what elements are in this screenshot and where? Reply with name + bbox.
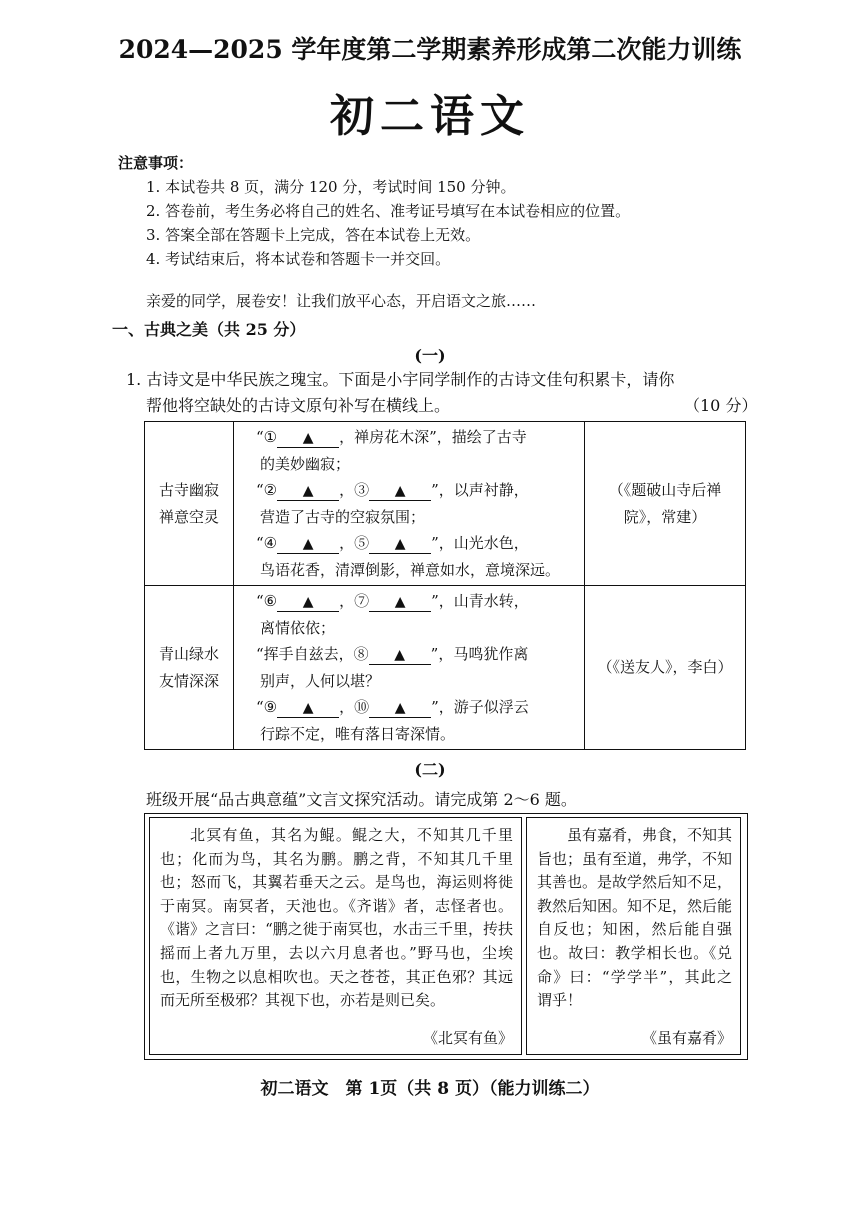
part-label: (一) xyxy=(414,346,446,365)
text-title: 《北冥有鱼》 xyxy=(422,1029,513,1047)
poetry-card-table xyxy=(144,421,746,750)
question-1-line1: 1. 古诗文是中华民族之瑰宝。下面是小宇同学制作的古诗文佳句积累卡，请你 xyxy=(126,370,675,389)
answer-blank: ▲ xyxy=(369,699,431,718)
table-row xyxy=(145,422,746,586)
note-item: 4. 考试结束后，将本试卷和答题卡一并交回。 xyxy=(146,250,451,268)
source-cell: （《送友人》，李白） xyxy=(585,586,746,750)
answer-blank: ▲ xyxy=(369,593,431,612)
notes-heading: 注意事项： xyxy=(118,154,194,172)
question-1-line2: 帮他将空缺处的古诗文原句补写在横线上。 xyxy=(146,396,451,415)
verse-cell: “⑥ ▲ ，⑦ ▲ ”，山青水转， 离情依依； “挥手自兹去，⑧ ▲ ”，马鸣犹作离 别声，人何以堪？ “⑨ ▲ ，⑩ ▲ ”，游子似浮云 行踪不定，唯有落日寄深情。 xyxy=(234,586,585,750)
classical-texts-box xyxy=(144,813,748,1060)
greeting: 亲爱的同学，展卷安！让我们放平心态，开启语文之旅…… xyxy=(146,292,537,310)
answer-blank: ▲ xyxy=(369,535,431,554)
note-item: 1. 本试卷共 8 页，满分 120 分，考试时间 150 分钟。 xyxy=(146,178,516,196)
answer-blank: ▲ xyxy=(369,482,431,501)
question-2-intro: 班级开展“品古典意蕴”文言文探究活动。请完成第 2～6 题。 xyxy=(146,790,577,809)
theme-cell: 古寺幽寂 禅意空灵 xyxy=(145,422,234,586)
part-label: (二) xyxy=(414,760,446,779)
answer-blank: ▲ xyxy=(369,646,431,665)
answer-blank: ▲ xyxy=(277,535,339,554)
answer-blank: ▲ xyxy=(277,482,339,501)
theme-cell: 青山绿水 友情深深 xyxy=(145,586,234,750)
answer-blank: ▲ xyxy=(277,429,339,448)
source-cell: （《题破山寺后禅 院》，常建） xyxy=(585,422,746,586)
classical-text: 北冥有鱼，其名为鲲。鲲之大，不知其几千里也；化而为鸟，其名为鹏。鹏之背，不知其几千里也；怒而飞，其翼若垂天之云。是鸟也，海运则将徙于南冥。南冥者，天池也。《齐谐》者，志怪者也。《谐》之言曰：“鹏之徙于南冥也，水击三千里，抟扶摇而上者九万里，去以六月息者也。”野马也，尘埃也，生物之以息相吹也。天之苍苍，其正色邪？其远而无所至极邪？其视下也，亦若是则已矣。 xyxy=(160,826,513,1010)
section-title: 一、古典之美（共 25 分） xyxy=(112,320,306,339)
page-footer: 初二语文 第 1页（共 8 页）（能力训练二） xyxy=(260,1079,600,1099)
verse-cell: “① ▲ ，禅房花木深”，描绘了古寺 的美妙幽寂； “② ▲ ，③ ▲ ”，以声衬静， 营造了古寺的空寂氛围； “④ ▲ ，⑤ ▲ ”，山光水色， 鸟语花香，清潭倒影，禅意如水，意境深远。 xyxy=(234,422,585,586)
answer-blank: ▲ xyxy=(277,699,339,718)
classical-text: 虽有嘉肴，弗食，不知其旨也；虽有至道，弗学，不知其善也。是故学然后知不足，教然后知困。知不足，然后能自反也；知困，然后能自强也。故曰：教学相长也。《兑命》曰：“学学半”，其此之谓乎！ xyxy=(537,826,733,1010)
text-title: 《虽有嘉肴》 xyxy=(641,1029,732,1047)
table-row xyxy=(145,586,746,750)
question-1-score: （10 分） xyxy=(684,396,758,415)
answer-blank: ▲ xyxy=(277,593,339,612)
text-box-beiming xyxy=(149,817,522,1055)
note-item: 2. 答卷前，考生务必将自己的姓名、准考证号填写在本试卷相应的位置。 xyxy=(146,202,631,220)
subject-title: 初二语文 xyxy=(330,91,530,142)
text-box-jiayao xyxy=(526,817,741,1055)
exam-title: 2024—2025 学年度第二学期素养形成第二次能力训练 xyxy=(118,35,742,64)
note-item: 3. 答案全部在答题卡上完成，答在本试卷上无效。 xyxy=(146,226,481,244)
